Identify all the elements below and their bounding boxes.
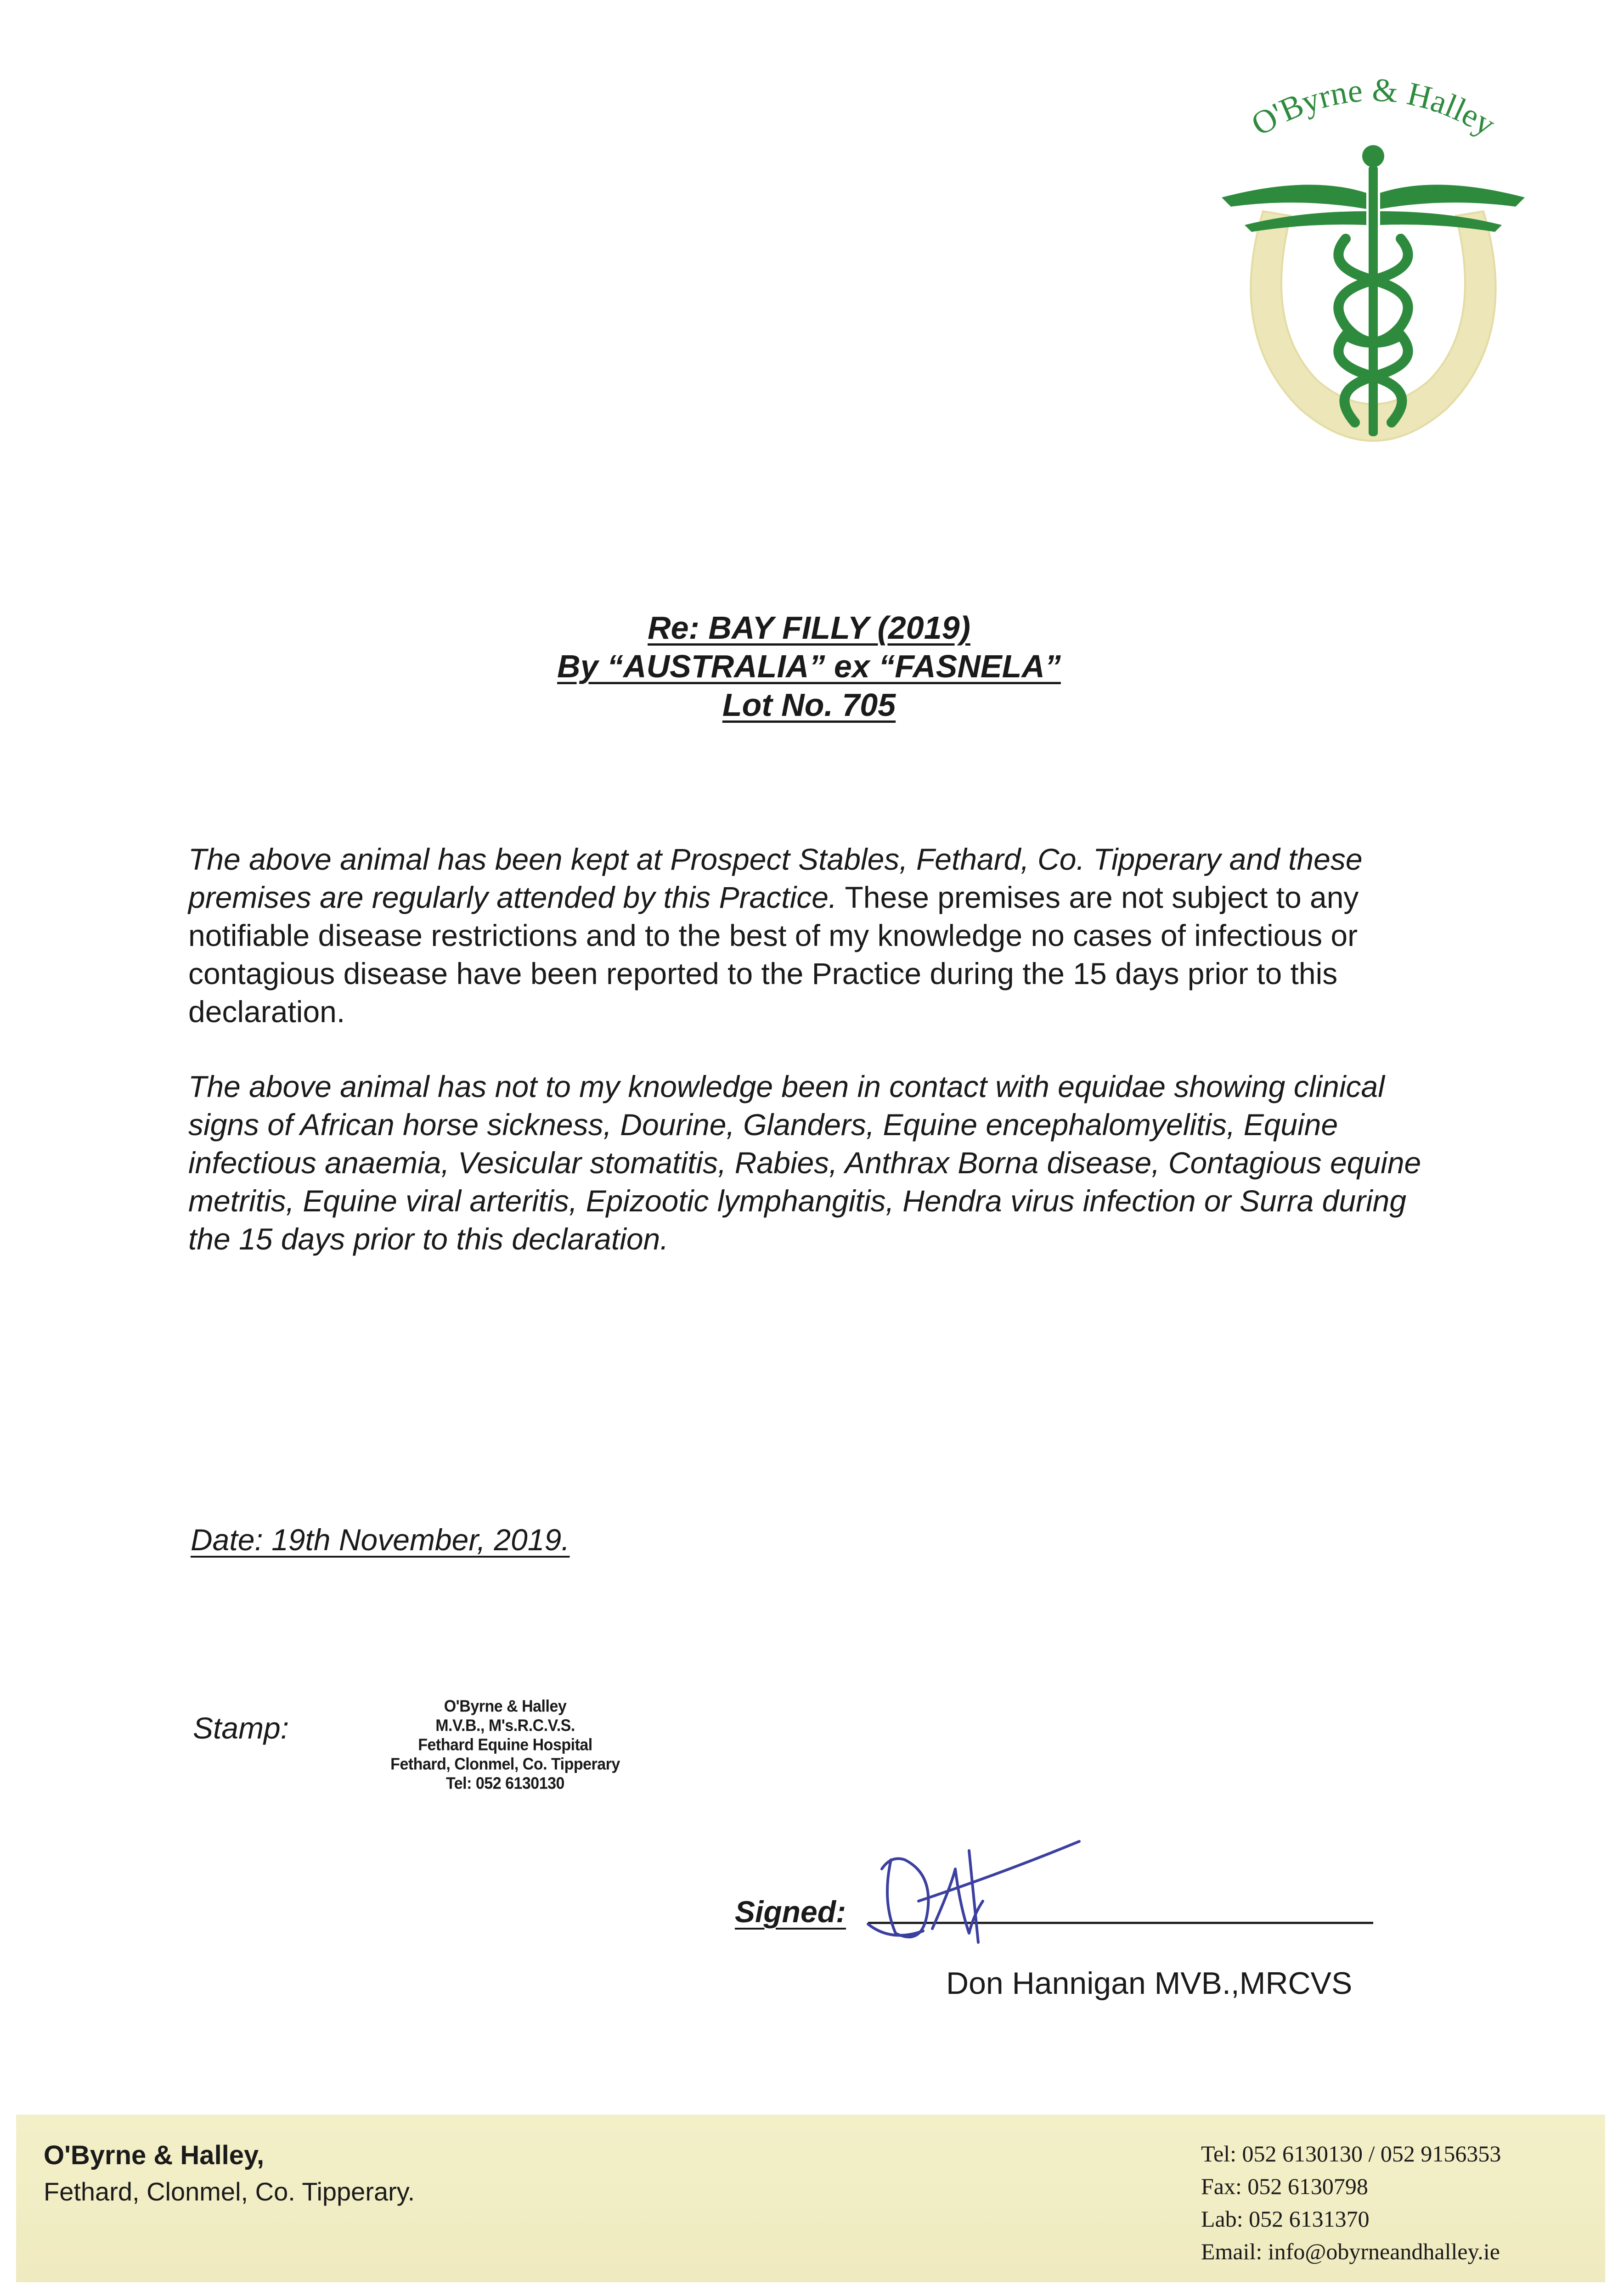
signed-label: Signed: bbox=[735, 1895, 846, 1929]
letterhead-footer bbox=[16, 2115, 1605, 2282]
signer-name: Don Hannigan MVB.,MRCVS bbox=[946, 1966, 1353, 2001]
footer-tel: Tel: 052 6130130 / 052 9156353 bbox=[1201, 2141, 1501, 2167]
footer-practice-name: O'Byrne & Halley, bbox=[44, 2140, 265, 2170]
stamp-line-5: Tel: 052 6130130 bbox=[446, 1774, 564, 1793]
heading-line-1: Re: BAY FILLY (2019) bbox=[648, 610, 970, 646]
paragraph-premises-italic: The above animal has been kept at Prospect Stables, Fethard, Co. Tipperary and these premises are regularly attended by this Practice. bbox=[188, 842, 1363, 914]
handwritten-signature bbox=[863, 1832, 1084, 1952]
logo-arc-text: O'Byrne & Halley bbox=[1245, 71, 1502, 143]
heading-line-2: By “AUSTRALIA” ex “FASNELA” bbox=[557, 648, 1061, 684]
stamp-line-1: O'Byrne & Halley bbox=[444, 1697, 567, 1716]
footer-fax: Fax: 052 6130798 bbox=[1201, 2173, 1368, 2199]
practice-stamp bbox=[358, 1697, 652, 1793]
footer-contacts bbox=[1201, 2138, 1501, 2268]
stamp-label: Stamp: bbox=[193, 1711, 289, 1745]
footer-address: Fethard, Clonmel, Co. Tipperary. bbox=[44, 2177, 415, 2206]
paragraph-premises-normal: These premises are not subject to any notifiable disease restrictions and to the best of my knowledge no cases of infectious or contagious disease have been reported to the Practice during the 15 days prior to this declaration. bbox=[188, 880, 1359, 1029]
document-heading bbox=[0, 608, 1618, 724]
heading-line-3: Lot No. 705 bbox=[722, 687, 896, 723]
practice-logo bbox=[1208, 60, 1539, 455]
paragraph-disease-contact: The above animal has not to my knowledge been in contact with equidae showing clinical signs of African horse sickness, Dourine, Glanders, Equine encephalomyelitis, Equine infectious anaemia, Vesicular stomatitis, Rabies, Anthrax Borna disease, Contagious equine metritis, Equine viral arteritis, Epizootic lymphangitis, Hendra virus infection or Surra during the 15 days prior to this declaration. bbox=[188, 1069, 1421, 1256]
footer-lab: Lab: 052 6131370 bbox=[1201, 2206, 1370, 2232]
stamp-line-3: Fethard Equine Hospital bbox=[418, 1736, 592, 1754]
stamp-line-4: Fethard, Clonmel, Co. Tipperary bbox=[390, 1755, 620, 1773]
paragraph-premises bbox=[188, 840, 1438, 1031]
stamp-line-2: M.V.B., M's.R.C.V.S. bbox=[435, 1716, 575, 1735]
footer-email[interactable]: Email: info@obyrneandhalley.ie bbox=[1201, 2239, 1500, 2264]
declaration-date: Date: 19th November, 2019. bbox=[191, 1523, 570, 1557]
